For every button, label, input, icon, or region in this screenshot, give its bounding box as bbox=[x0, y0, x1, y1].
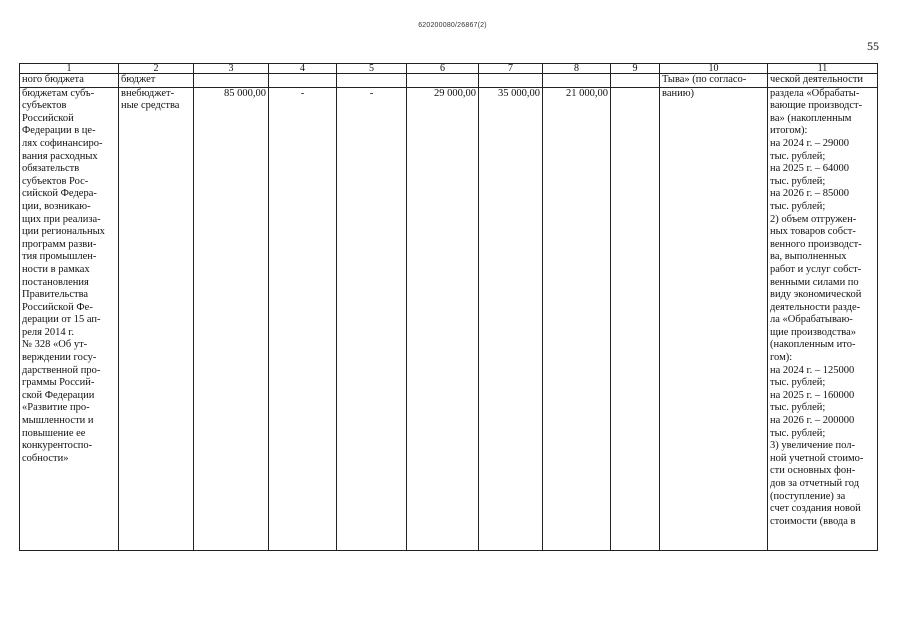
table-cell: ческой деятельности bbox=[768, 74, 878, 88]
table-cell bbox=[611, 74, 660, 88]
table-row bbox=[20, 87, 878, 550]
document-id: 620200080/26867(2) bbox=[418, 22, 487, 29]
page-number: 55 bbox=[867, 39, 879, 53]
responsible-cell: ванию) bbox=[660, 87, 768, 550]
column-header: 9 bbox=[611, 64, 660, 74]
table-row-continued bbox=[20, 74, 878, 88]
column-header: 5 bbox=[337, 64, 407, 74]
column-number-row bbox=[20, 64, 878, 74]
total-amount-cell: 85 000,00 bbox=[194, 87, 269, 550]
table-cell: Тыва» (по согласо- bbox=[660, 74, 768, 88]
column-header: 3 bbox=[194, 64, 269, 74]
amount-cell: - bbox=[337, 87, 407, 550]
column-header: 11 bbox=[768, 64, 878, 74]
program-description-cell: бюджетам субъ- субъектов Российской Федерации в це- лях софинансиро- вания расходных обязательств субъектов Рос- сийской Федера- ции, возникаю- щих при реализа- ции региональных программ разви- тия промышлен- ности в рамках постановления Правительства Российской Фе- дерации от 15 ап- реля 2014 г. № 328 «Об ут- верждении госу- дарственной про- граммы Россий- ской Федерации «Развитие про- мышленности и повышение ее конкурентоспо- собности» bbox=[20, 87, 119, 550]
column-header: 8 bbox=[543, 64, 611, 74]
table-cell bbox=[194, 74, 269, 88]
column-header: 2 bbox=[119, 64, 194, 74]
amount-2026-cell: 21 000,00 bbox=[543, 87, 611, 550]
table-cell bbox=[543, 74, 611, 88]
budget-table bbox=[19, 63, 878, 551]
table-cell: бюджет bbox=[119, 74, 194, 88]
table-cell bbox=[479, 74, 543, 88]
amount-cell: - bbox=[269, 87, 337, 550]
table-cell bbox=[407, 74, 479, 88]
table-cell bbox=[337, 74, 407, 88]
amount-2024-cell: 29 000,00 bbox=[407, 87, 479, 550]
column-header: 10 bbox=[660, 64, 768, 74]
amount-2025-cell: 35 000,00 bbox=[479, 87, 543, 550]
funding-source-cell: внебюджет- ные средства bbox=[119, 87, 194, 550]
column-header: 1 bbox=[20, 64, 119, 74]
column-header: 7 bbox=[479, 64, 543, 74]
table-cell bbox=[269, 74, 337, 88]
column-header: 4 bbox=[269, 64, 337, 74]
table-cell bbox=[611, 87, 660, 550]
indicators-cell: раздела «Обрабаты- вающие производст- ва» (накопленным итогом): на 2024 г. – 29000 тыс. рублей; на 2025 г. – 64000 тыс. рублей; на 2026 г. – 85000 тыс. рублей; 2) объем отгружен- ных товаров собст- венного производст- ва, выполненных работ и услуг собст- венными силами по виду экономической деятельности разде- ла «Обрабатываю- щие производства» (накопленным ито- гом): на 2024 г. – 125000 тыс. рублей; на 2025 г. – 160000 тыс. рублей; на 2026 г. – 200000 тыс. рублей; 3) увеличение пол- ной учетной стоимо- сти основных фон- дов за отчетный год (поступление) за счет создания новой стоимости (ввода в bbox=[768, 87, 878, 550]
table-cell: ного бюджета bbox=[20, 74, 119, 88]
column-header: 6 bbox=[407, 64, 479, 74]
